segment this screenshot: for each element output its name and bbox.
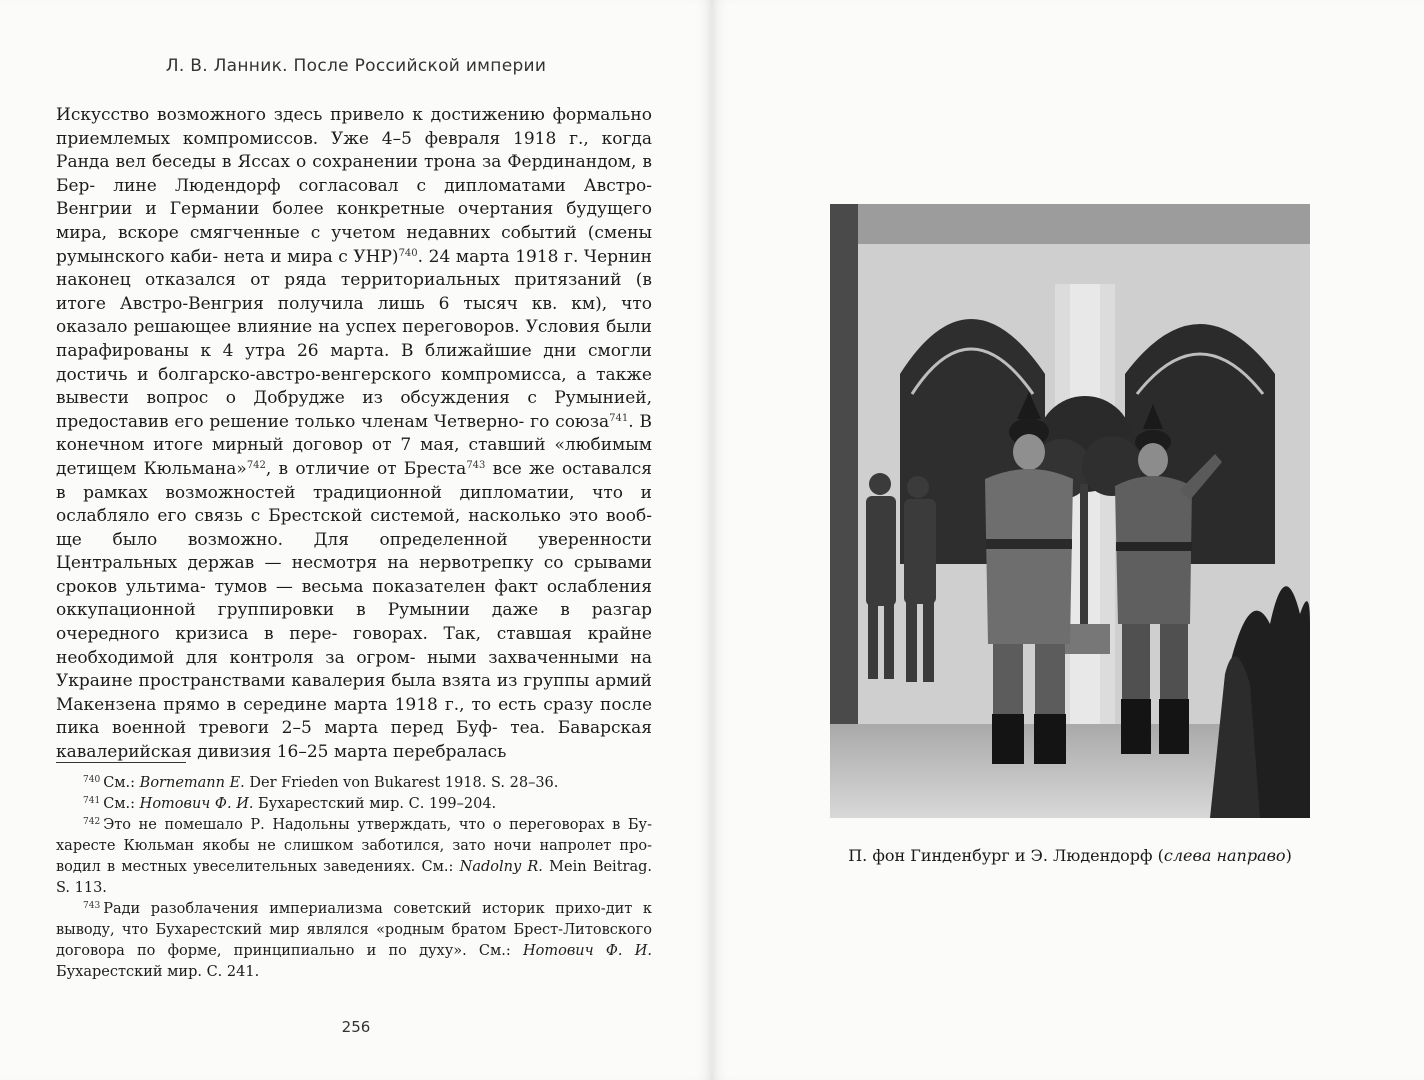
footnote-742: [56, 815, 652, 899]
text-line: все же: [485, 458, 555, 479]
footnote-740: [56, 773, 652, 794]
text-line: вел беседы в Яссах о сохранении трона за Фердинандом, в Бер-: [56, 152, 652, 196]
text-line: «любимым детищем Кюльмана»: [56, 435, 653, 479]
text-line: компромисса, а также вывести вопрос о Добрудже из обсуждения: [56, 364, 652, 409]
page-number: 256: [341, 1018, 371, 1036]
footnote-divider: [56, 762, 186, 763]
footnote-ref[interactable]: 740: [398, 247, 418, 259]
footnote-text: Mein Beitrag. S. 113.: [56, 859, 652, 896]
footnote-author: Нотович Ф. И.: [523, 943, 652, 959]
text-line: Искусство возможного здесь привело к достижению формально: [56, 105, 652, 125]
text-line: оставался в рамках возможностей традиционной дипломатии, что: [56, 458, 652, 503]
footnotes: [56, 773, 652, 983]
footnote-number: 740: [83, 775, 101, 785]
footnote-text: См.:: [103, 796, 140, 812]
historical-photo: [830, 204, 1310, 818]
footnote-text: Это не помешало Р. Надольны утверждать, что о переговорах в Бу-харесте Кюльман якобы не слишком заботился, зато ночи напролет про-водил в местных увеселительных заведениях. См.:: [56, 817, 652, 875]
text-line: и Германии более конкретные очертания будущего мира, вскоре: [56, 199, 652, 243]
text-line: . В конечном итоге мирный договор от 7 мая, ставший: [56, 411, 652, 456]
footnote-number: 743: [83, 901, 101, 911]
footnote-author: Nadolny R.: [459, 859, 543, 875]
text-line: теа. Баварская кавалерийская дивизия 16–25 марта перебралась: [56, 718, 652, 763]
text-line: от ряда территориальных притязаний (в итоге Австро-Венгрия: [56, 270, 652, 314]
text-line: успех переговоров. Условия были парафированы к 4 утра 26 марта.: [56, 317, 652, 361]
text-line: то есть сразу после пика военной тревоги 2–5 марта перед Буф-: [56, 694, 653, 739]
footnote-text: Ради разоблачения империализма советский историк прихо-дит к выводу, что Бухарестский мир являлся «родным братом Брест-Литовского договора по форме, принципиально и по духу». См.:: [56, 901, 652, 959]
footnote-author: Нотович Ф. И.: [139, 796, 254, 812]
text-line: тумов — весьма показателен факт ослабления оккупационной: [56, 576, 652, 621]
caption-text: П. фон Гинденбург и Э. Людендорф (: [848, 846, 1164, 865]
text-line: ще было возможно. Для определенной уверенности Центральных: [56, 529, 652, 574]
photo-caption: [760, 846, 1380, 865]
footnote-number: 741: [83, 796, 101, 806]
footnote-text: См.:: [103, 775, 140, 791]
text-line: и ослабляло его связь с Брестской системой, насколько это вооб-: [56, 482, 652, 527]
text-line: ными захваченными на Украине пространствами кавалерия была: [56, 647, 653, 692]
paragraph: [56, 104, 652, 765]
text-line: , в отличие от Бреста: [265, 458, 467, 479]
running-head: Л. В. Ланник. После Российской империи: [165, 56, 547, 76]
caption-text: ): [1285, 846, 1292, 865]
text-line: приемлемых компромиссов. Уже 4–5 февраля 1918 г., когда Ранда: [56, 128, 652, 173]
footnote-ref[interactable]: 743: [466, 459, 486, 471]
photo-illustration: [830, 204, 1310, 818]
footnote-741: [56, 794, 652, 815]
text-line: группировки в Румынии даже в разгар очередного кризиса в пере-: [56, 600, 652, 645]
text-line: В ближайшие дни смогли достичь и болгарско-австро-венгерского: [56, 340, 652, 385]
caption-italic: слева направо: [1163, 846, 1286, 865]
text-line: . 24 марта 1918 г. Чернин наконец отказался: [56, 246, 652, 291]
text-line: с Румынией, предоставив его решение только членам Четверно-: [56, 388, 653, 432]
footnote-number: 742: [83, 817, 101, 827]
footnote-author: Bornemann E.: [139, 775, 245, 791]
footnote-text: Бухарестский мир. С. 199–204.: [253, 796, 497, 812]
footnote-text: Бухарестский мир. С. 241.: [56, 964, 260, 980]
text-line: держав — несмотря на нервотрепку со срывами сроков ультима-: [56, 553, 653, 597]
footnote-text: Der Frieden von Bukarest 1918. S. 28–36.: [244, 775, 559, 791]
text-line: смягченные с учетом недавних событий (смены румынского каби-: [56, 222, 652, 267]
text-line: нета и мира с УНР): [223, 246, 399, 267]
footnote-ref[interactable]: 742: [246, 459, 266, 471]
text-line: получила лишь 6 тысяч кв. км), что оказало решающее влияние на: [56, 293, 652, 338]
text-line: взята из группы армий Макензена прямо в середине марта 1918 г.,: [56, 671, 653, 715]
text-line: лине Людендорф согласовал с дипломатами Австро-Венгрии: [56, 175, 652, 220]
footnote-743: [56, 899, 652, 983]
footnote-ref[interactable]: 741: [609, 412, 629, 424]
text-line: го союза: [530, 411, 610, 432]
text-line: говорах. Так, ставшая крайне необходимой для контроля за огром-: [56, 624, 652, 668]
main-text: [56, 104, 652, 765]
